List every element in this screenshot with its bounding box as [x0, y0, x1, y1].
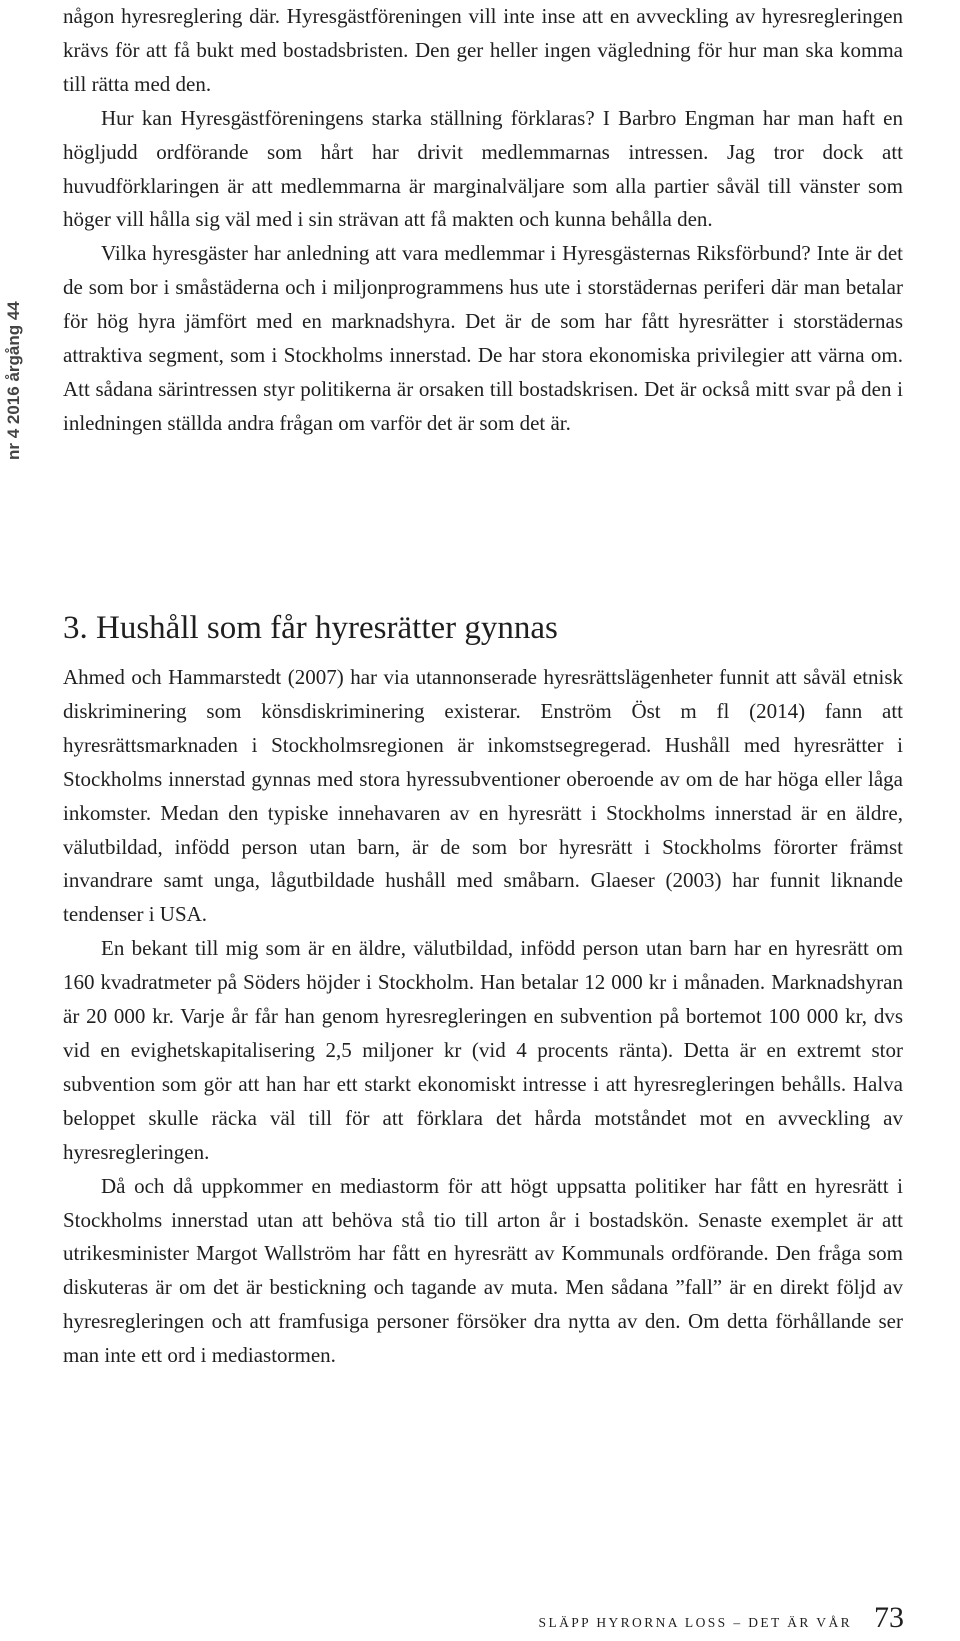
section-heading: 3. Hushåll som får hyresrätter gynnas	[63, 610, 558, 646]
journal-issue-label: nr 4 2016 årgång 44	[4, 301, 23, 460]
paragraph: Då och då uppkommer en mediastorm för att högt uppsatta politiker har fått en hyresrätt i Stockholms innerstad utan att behöva stå tio till arton år i bostadskön. Senaste exemplet är att utrikesminister Margot Wallström har fått en hyresrätt av Kommunals ordförande. Den fråga som diskuteras är om det är bestickning och tagande av muta. Men sådana ”fall” är en direkt följd av hyresregleringen och att framfusiga personer försöker dra nytta av den. Om detta förhållande ser man inte ett ord i mediastormen.	[63, 1173, 903, 1368]
paragraph: En bekant till mig som är en äldre, välutbildad, infödd person utan barn har en hyresrätt om 160 kvadratmeter på Söders höjder i Stockholm. Han betalar 12 000 kr i månaden. Marknadshyran är 20 000 kr. Varje år får han genom hyresregleringen en subvention på bortemot 100 000 kr, dvs vid en evighetskapitalisering 2,5 miljoner kr (vid 4 procents ränta). Detta är en extremt stor subvention som gör att han har ett starkt ekonomiskt intresse i att hyresregleringen behålls. Halva beloppet skulle räcka väl till för att förklara det hårda motståndet mot en avveckling av hyresregleringen.	[63, 936, 903, 1164]
page-footer	[539, 1601, 904, 1635]
section-3	[63, 608, 903, 1373]
paragraph: någon hyresreglering där. Hyresgästföreningen vill inte inse att en avveckling av hyresregleringen krävs för att få bukt med bostadsbristen. Den ger heller ingen vägledning för hur man ska komma till rätta med den.	[63, 4, 903, 96]
running-title: SLÄPP HYRORNA LOSS – DET ÄR VÅR	[538, 1615, 852, 1630]
paragraph: Ahmed och Hammarstedt (2007) har via utannonserade hyresrättslägenheter funnit att såväl etnisk diskriminering som könsdiskriminering existerar. Enström Öst m fl (2014) fann att hyresrättsmarknaden i Stockholmsregionen är inkomstsegregerad. Hushåll med hyresrätter i Stockholms innerstad gynnas med stora hyressubventioner oberoende av om de har höga eller låga inkomster. Medan den typiske innehavaren av en hyresrätt i Stockholms innerstad är en äldre, välutbildad, infödd person utan barn, är de som bor hyresrätt i Stockholms förorter främst invandrare samt unga, lågutbildade hushåll med småbarn. Glaeser (2003) har funnit liknande tendenser i USA.	[63, 665, 903, 927]
paragraph: Vilka hyresgäster har anledning att vara medlemmar i Hyresgästernas Riksförbund? Inte är det de som bor i småstäderna och i miljonprogrammens hus ute i storstädernas periferi där man betalar för hög hyra jämfört med en marknadshyra. Det är de som har fått hyresrätter i storstädernas attraktiva segment, som i Stockholms innerstad. De har stora ekonomiska privilegier att värna om. Att sådana särintressen styr politikerna är orsaken till bostadskrisen. Det är också mitt svar på den i inledningen ställda andra frågan om varför det är som det är.	[63, 241, 903, 435]
article-body-continued	[63, 0, 903, 441]
paragraph: Hur kan Hyresgästföreningens starka ställning förklaras? I Barbro Engman har man haft en högljudd ordförande som hårt har drivit medlemmarnas intressen. Jag tror dock att huvudförklaringen är att medlemmarna är marginalväljare som alla partier såväl till vänster som höger vill hålla sig väl med i sin strävan att få makten och kunna behålla den.	[63, 105, 903, 232]
page-number: 73	[874, 1601, 904, 1634]
